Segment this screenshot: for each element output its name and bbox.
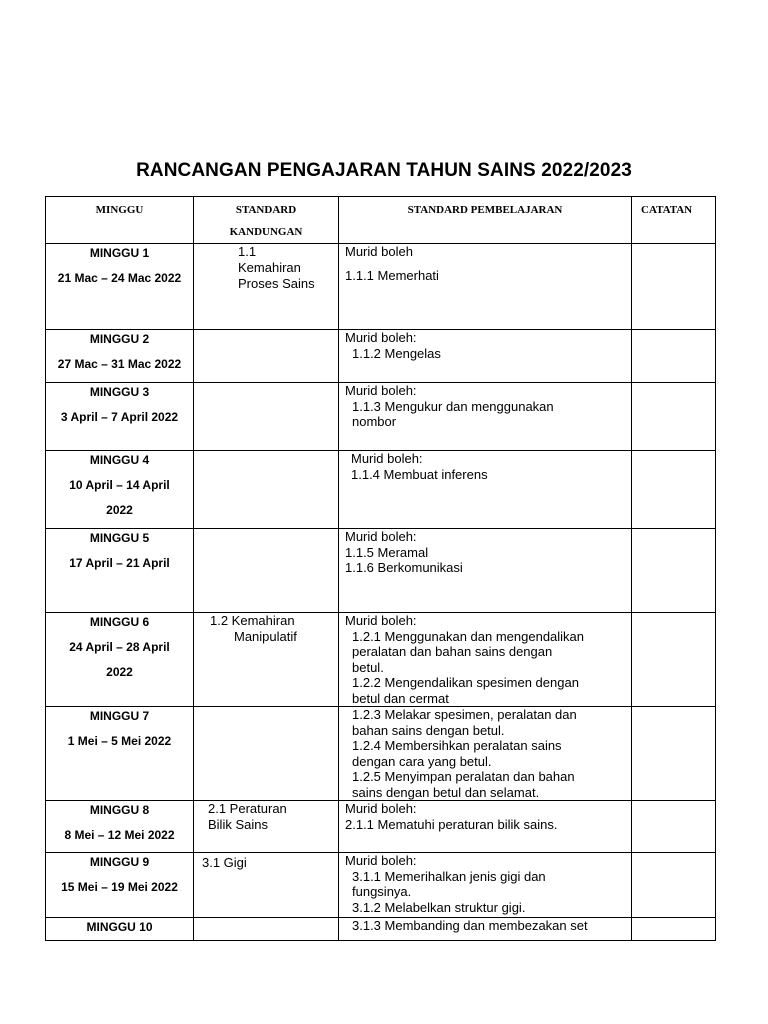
standard-pembelajaran-line: sains dengan betul dan selamat.	[352, 784, 540, 800]
cell-standard-pembelajaran	[339, 918, 632, 941]
cell-standard-kandungan	[194, 613, 339, 707]
standard-kandungan-line: 2.1 Peraturan	[208, 801, 287, 816]
standard-kandungan-line: Proses Sains	[238, 276, 315, 291]
standard-pembelajaran-line: Murid boleh:	[345, 613, 417, 628]
standard-pembelajaran-line: Murid boleh:	[345, 853, 417, 868]
week-label: MINGGU 7	[89, 709, 150, 723]
cell-minggu	[46, 244, 194, 330]
cell-catatan	[632, 613, 716, 707]
cell-standard-kandungan	[194, 918, 339, 941]
table-row	[46, 330, 716, 383]
standard-pembelajaran-line: 3.1.2 Melabelkan struktur gigi.	[352, 899, 526, 915]
cell-standard-kandungan	[194, 244, 339, 330]
standard-pembelajaran-line: 1.1.1 Memerhati	[345, 267, 439, 283]
cell-minggu	[46, 451, 194, 529]
cell-catatan	[632, 918, 716, 941]
standard-pembelajaran-line: peralatan dan bahan sains dengan	[352, 644, 553, 659]
week-dates: 24 April – 28 April	[69, 640, 170, 654]
cell-standard-pembelajaran	[339, 451, 632, 529]
standard-pembelajaran-line: 1.2.2 Mengendalikan spesimen dengan	[352, 675, 579, 690]
lesson-plan-table	[45, 196, 716, 941]
cell-standard-pembelajaran	[339, 244, 632, 330]
standard-pembelajaran-line: Murid boleh:	[345, 383, 417, 398]
header-standard-kandungan-line1: STANDARD	[235, 204, 297, 216]
cell-minggu	[46, 383, 194, 451]
cell-standard-kandungan	[194, 383, 339, 451]
table-row	[46, 613, 716, 707]
table-row	[46, 529, 716, 613]
cell-standard-kandungan	[194, 801, 339, 853]
standard-kandungan-line: Manipulatif	[234, 629, 297, 644]
standard-pembelajaran-line: betul dan cermat	[352, 690, 449, 706]
standard-pembelajaran-line: fungsinya.	[352, 884, 412, 899]
standard-pembelajaran-line: 1.1.2 Mengelas	[352, 345, 441, 361]
cell-catatan	[632, 451, 716, 529]
standard-pembelajaran-line: 1.2.4 Membersihkan peralatan sains	[352, 738, 562, 753]
header-standard-pembelajaran: STANDARD PEMBELAJARAN	[339, 197, 632, 244]
week-dates: 2022	[106, 665, 133, 679]
page-title: RANCANGAN PENGAJARAN TAHUN SAINS 2022/2023	[136, 160, 632, 181]
table-header-row	[46, 197, 716, 244]
cell-standard-pembelajaran	[339, 383, 632, 451]
standard-pembelajaran-line: 1.2.5 Menyimpan peralatan dan bahan	[352, 769, 575, 784]
cell-minggu	[46, 707, 194, 801]
standard-pembelajaran-line: Murid boleh	[345, 244, 413, 259]
week-dates: 17 April – 21 April	[69, 556, 170, 570]
week-dates: 21 Mac – 24 Mac 2022	[57, 271, 182, 285]
table-row	[46, 244, 716, 330]
cell-standard-kandungan	[194, 529, 339, 613]
week-dates: 10 April – 14 April	[69, 478, 170, 492]
cell-catatan	[632, 801, 716, 853]
week-dates: 2022	[106, 503, 133, 517]
standard-kandungan-line: Kemahiran	[238, 260, 301, 275]
week-dates: 8 Mei – 12 Mei 2022	[64, 828, 175, 842]
cell-standard-kandungan	[194, 330, 339, 383]
standard-pembelajaran-line: Murid boleh:	[351, 451, 423, 466]
week-label: MINGGU 1	[89, 246, 150, 260]
cell-catatan	[632, 330, 716, 383]
table-row	[46, 451, 716, 529]
cell-catatan	[632, 383, 716, 451]
cell-standard-pembelajaran	[339, 529, 632, 613]
table-row	[46, 918, 716, 941]
cell-standard-pembelajaran	[339, 801, 632, 853]
standard-pembelajaran-line: betul.	[352, 659, 384, 675]
table-row	[46, 707, 716, 801]
standard-pembelajaran-line: bahan sains dengan betul.	[352, 722, 505, 738]
standard-pembelajaran-line: 1.1.6 Berkomunikasi	[345, 560, 463, 575]
week-label: MINGGU 4	[89, 453, 150, 467]
cell-minggu	[46, 330, 194, 383]
standard-pembelajaran-line: 2.1.1 Mematuhi peraturan bilik sains.	[345, 816, 558, 832]
standard-pembelajaran-line: 1.2.3 Melakar spesimen, peralatan dan	[352, 707, 577, 722]
cell-catatan	[632, 853, 716, 918]
cell-standard-kandungan	[194, 853, 339, 918]
header-catatan: CATATAN	[632, 197, 716, 244]
standard-pembelajaran-line: 1.1.5 Meramal	[345, 544, 429, 560]
cell-minggu	[46, 801, 194, 853]
cell-standard-kandungan	[194, 451, 339, 529]
cell-minggu	[46, 529, 194, 613]
cell-standard-pembelajaran	[339, 613, 632, 707]
standard-kandungan-line: Bilik Sains	[208, 817, 268, 832]
week-dates: 3 April – 7 April 2022	[60, 410, 179, 424]
standard-kandungan-line: 3.1 Gigi	[202, 855, 247, 870]
standard-pembelajaran-line: 3.1.3 Membanding dan membezakan set	[352, 918, 588, 933]
standard-pembelajaran-line: nombor	[352, 414, 397, 429]
standard-pembelajaran-line: dengan cara yang betul.	[352, 753, 492, 769]
cell-standard-pembelajaran	[339, 707, 632, 801]
cell-catatan	[632, 244, 716, 330]
header-standard-kandungan-line2: KANDUNGAN	[229, 226, 303, 238]
standard-pembelajaran-line: Murid boleh:	[345, 330, 417, 345]
week-dates: 1 Mei – 5 Mei 2022	[67, 734, 172, 748]
week-dates: 15 Mei – 19 Mei 2022	[61, 880, 178, 894]
week-label: MINGGU 2	[89, 332, 150, 346]
week-label: MINGGU 9	[89, 855, 150, 869]
standard-pembelajaran-line: Murid boleh:	[345, 801, 417, 816]
week-label: MINGGU 10	[86, 920, 153, 934]
standard-pembelajaran-line: 1.1.3 Mengukur dan menggunakan	[352, 398, 554, 414]
standard-pembelajaran-line: Murid boleh:	[345, 529, 417, 544]
week-label: MINGGU 8	[89, 803, 150, 817]
standard-kandungan-line: 1.2 Kemahiran	[210, 613, 295, 628]
table-row	[46, 383, 716, 451]
week-label: MINGGU 6	[89, 615, 150, 629]
cell-minggu	[46, 918, 194, 941]
standard-pembelajaran-line: 1.1.4 Membuat inferens	[351, 466, 488, 482]
cell-catatan	[632, 529, 716, 613]
cell-catatan	[632, 707, 716, 801]
standard-pembelajaran-line: 1.2.1 Menggunakan dan mengendalikan	[352, 628, 585, 644]
header-standard-kandungan	[194, 197, 339, 244]
cell-standard-pembelajaran	[339, 330, 632, 383]
table-row	[46, 801, 716, 853]
standard-pembelajaran-line: 3.1.1 Memerihalkan jenis gigi dan	[352, 868, 546, 884]
cell-standard-kandungan	[194, 707, 339, 801]
week-dates: 27 Mac – 31 Mac 2022	[57, 357, 182, 371]
header-minggu: MINGGU	[46, 197, 194, 244]
cell-minggu	[46, 613, 194, 707]
table-row	[46, 853, 716, 918]
week-label: MINGGU 3	[89, 385, 150, 399]
cell-minggu	[46, 853, 194, 918]
cell-standard-pembelajaran	[339, 853, 632, 918]
week-label: MINGGU 5	[89, 531, 150, 545]
standard-kandungan-line: 1.1	[238, 244, 257, 259]
